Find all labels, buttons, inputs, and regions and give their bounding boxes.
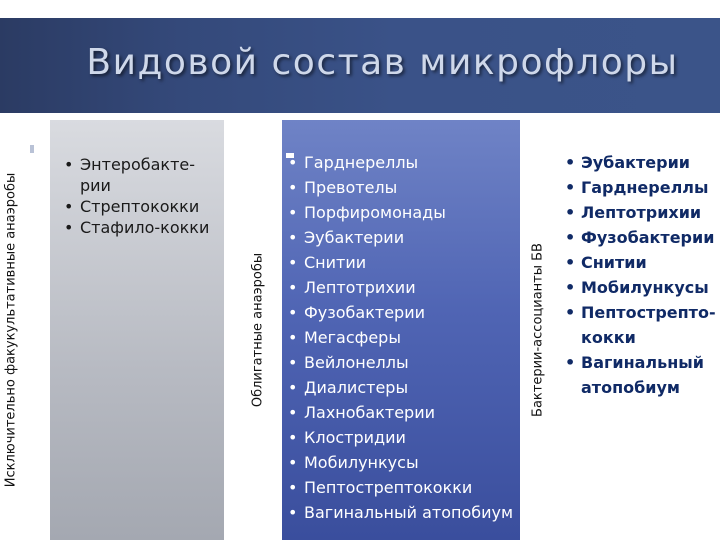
label-obligate: Облигатные анаэробы — [250, 252, 266, 408]
list-item: • Гарднереллы — [304, 150, 520, 175]
list-item: • Пептострепто-кокки — [581, 300, 720, 350]
list-item: • Эубактерии — [581, 150, 720, 175]
list-item: • Снитии — [581, 250, 720, 275]
list-item: • Энтеробакте-рии — [80, 154, 224, 196]
list-item: • Мобилункусы — [304, 450, 520, 475]
list-obligate — [304, 150, 520, 525]
list-item: • Пептострептококки — [304, 475, 520, 500]
slide-title: Видовой состав микрофлоры — [86, 42, 679, 83]
list-item: • Клостридии — [304, 425, 520, 450]
list-item: • Лахнобактерии — [304, 400, 520, 425]
list-item: • Эубактерии — [304, 225, 520, 250]
marker-1 — [30, 145, 34, 153]
list-item: • Стрептококки — [80, 196, 224, 217]
label-associated-strip — [526, 120, 550, 540]
list-item: • Мегасферы — [304, 325, 520, 350]
list-item: • Превотелы — [304, 175, 520, 200]
list-item: • Лептотрихии — [304, 275, 520, 300]
list-item: • Снитии — [304, 250, 520, 275]
list-item: • Вагинальный атопобиум — [581, 350, 720, 400]
list-associated — [581, 150, 720, 400]
list-item: • Мобилункусы — [581, 275, 720, 300]
label-facultative: Исключительно факукультативные анаэробы — [3, 172, 19, 488]
list-item: • Гарднереллы — [581, 175, 720, 200]
list-item: • Вагинальный атопобиум — [304, 500, 520, 525]
label-obligate-strip — [246, 120, 270, 540]
column-associated — [556, 120, 720, 540]
list-item: • Стафило-кокки — [80, 217, 224, 238]
list-item: • Лептотрихии — [581, 200, 720, 225]
label-associated: Бактерии-ассоцианты БВ — [530, 243, 546, 417]
column-facultative — [50, 120, 224, 540]
list-item: • Диалистеры — [304, 375, 520, 400]
list-item: • Фузобактерии — [581, 225, 720, 250]
label-facultative-strip — [0, 120, 22, 540]
column-obligate — [282, 120, 520, 540]
list-item: • Вейлонеллы — [304, 350, 520, 375]
list-item: • Порфиромонады — [304, 200, 520, 225]
list-facultative — [80, 154, 224, 238]
list-item: • Фузобактерии — [304, 300, 520, 325]
